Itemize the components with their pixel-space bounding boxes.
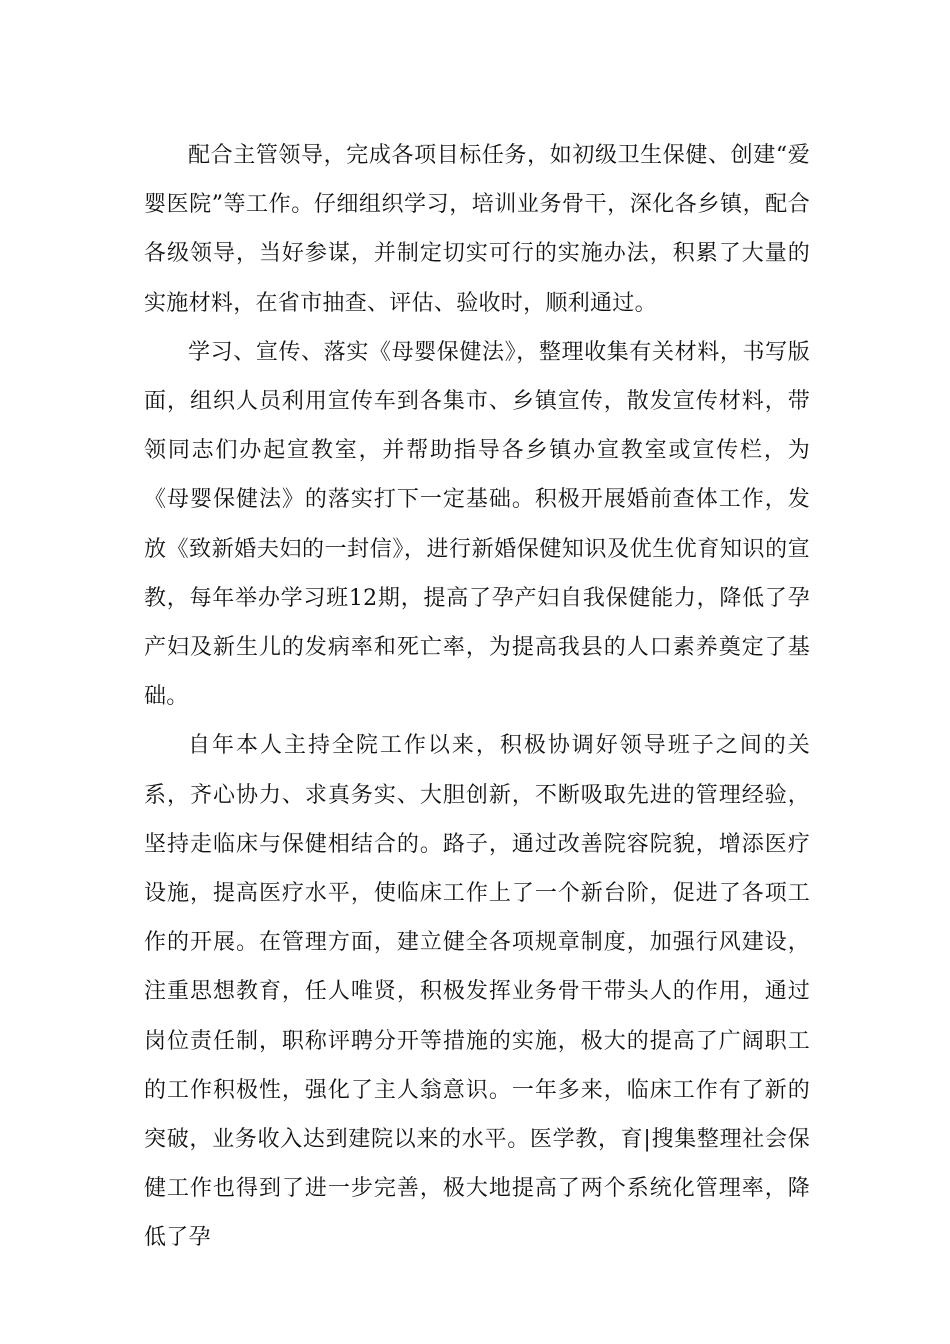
paragraph-1: 配合主管领导，完成各项目标任务，如初级卫生保健、创建“爱婴医院”等工作。仔细组织学习，培训业务骨干，深化各乡镇，配合各级领导，当好参谋，并制定切实可行的实施办法，积累了大量的实施材料，在省市抽查、评估、验收时，顺利通过。 bbox=[144, 143, 810, 316]
paragraph-2: 学习、宣传、落实《母婴保健法》，整理收集有关材料，书写版面，组织人员利用宣传车到各集市、乡镇宣传，散发宣传材料，带领同志们办起宣教室，并帮助指导各乡镇办宣教室或宣传栏，为《母婴保健法》的落实打下一定基础。积极开展婚前查体工作，发放《致新婚夫妇的一封信》，进行新婚保健知识及优生优育知识的宣教，每年举办学习班12期，提高了孕产妇自我保健能力，降低了孕产妇及新生儿的发病率和死亡率，为提高我县的人口素养奠定了基础。 bbox=[144, 339, 810, 710]
document-body bbox=[144, 131, 810, 1263]
paragraph-3: 自年本人主持全院工作以来，积极协调好领导班子之间的关系，齐心协力、求真务实、大胆创新，不断吸取先进的管理经验，坚持走临床与保健相结合的。路子，通过改善院容院貌，增添医疗设施，提高医疗水平，使临床工作上了一个新台阶，促进了各项工作的开展。在管理方面，建立健全各项规章制度，加强行风建设，注重思想教育，任人唯贤，积极发挥业务骨干带头人的作用，通过岗位责任制，职称评聘分开等措施的实施，极大的提高了广阔职工的工作积极性，强化了主人翁意识。一年多来，临床工作有了新的突破，业务收入达到建院以来的水平。医学教，育|搜集整理社会保健工作也得到了进一步完善，极大地提高了两个系统化管理率，降低了孕 bbox=[144, 733, 810, 1251]
